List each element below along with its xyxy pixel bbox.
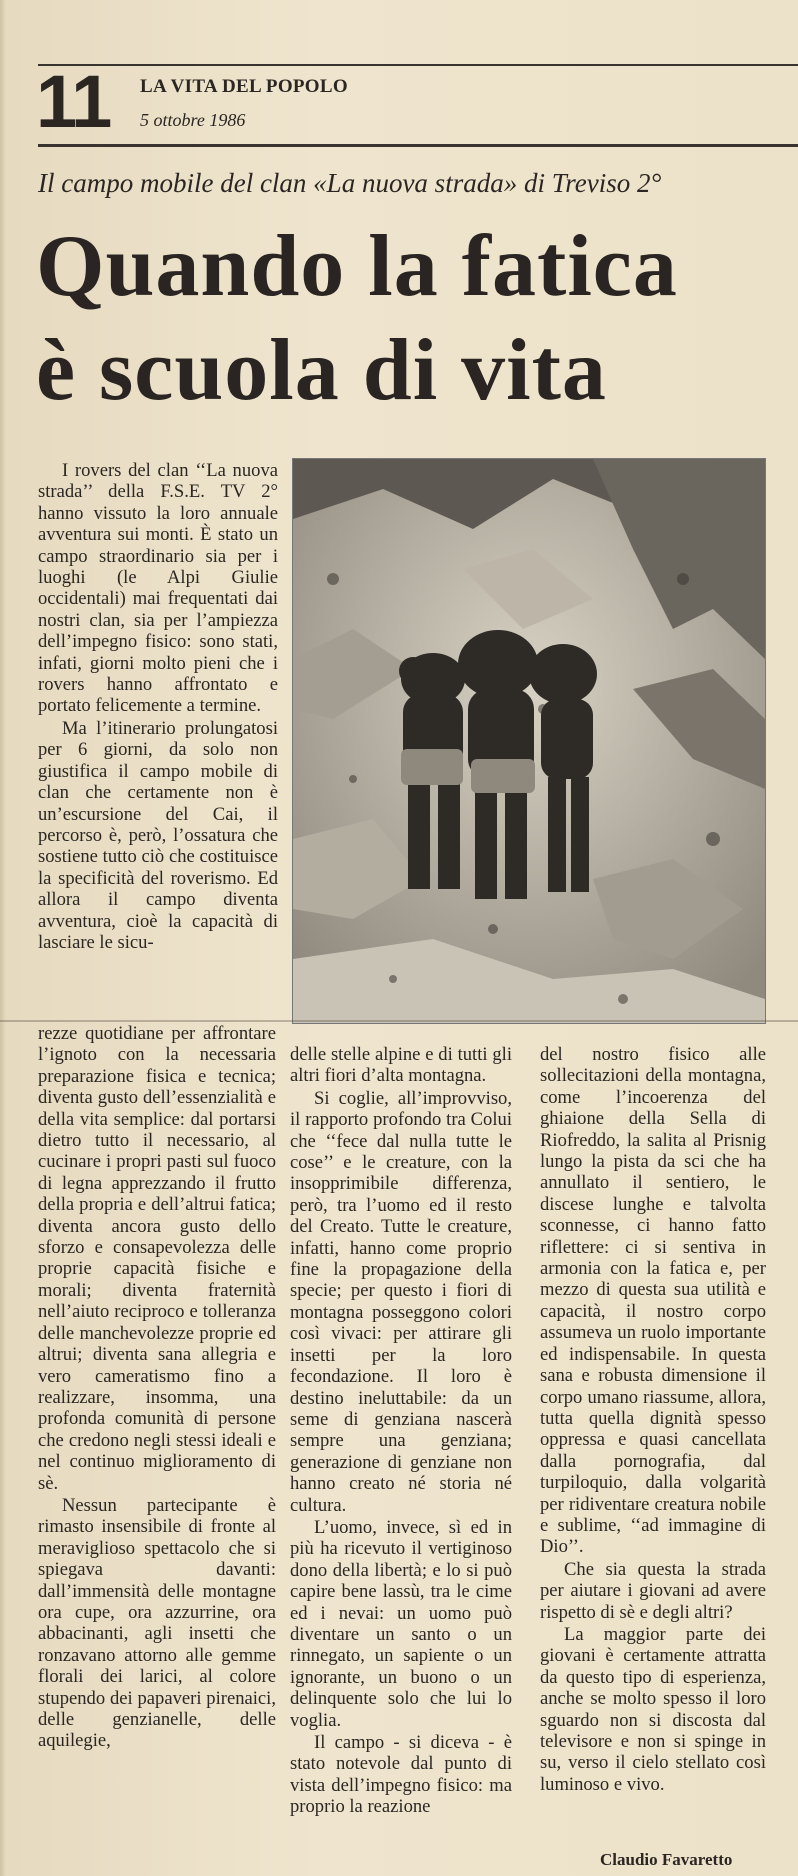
column-1-bottom [38,1023,276,1752]
page-fold-line [0,1020,798,1022]
paragraph: Che sia questa la strada per aiutare i giovani ad avere rispetto di sè e degli altri? [540,1558,766,1623]
paragraph: del nostro fisico alle sollecitazioni della montagna, come l’incoerenza del ghiaione della Sella di Riofreddo, la salita al Prisnig lungo la pista da sci che ha annullato il sentiero, le discese lunghe e talvolta sconnesse, ci hanno fatto riflettere: ci si sentiva in armonia con la fatica e, per mezzo di questa sua utilità e capacità, il nostro corpo assumeva un ruolo importante ed indispensabile. In questa sana e robusta dimensione il corpo umano riassume, allora, tutta quella dignità spesso oppressa e quasi cancellata dalla pornografia, dal turpiloquio, dalla volgarità per ridiventare creatura nobile e sublime, ‘‘ad immagine di Dio’’. [540,1044,766,1558]
article-headline [36,215,798,423]
paragraph: Si coglie, all’improvviso, il rapporto profondo tra Colui che ‘‘fece dal nulla tutte le cose’’ e le creature, con la insopprimibile differenza, però, tra l’uomo ed il resto del Creato. Tutte le creature, infatti, hanno come proprio fine la propagazione della specie; per questo i fiori di montagna posseggono colori così vivaci: per attirare gli insetti per la loro fecondazione. Il loro è destino ineluttabile: da un seme di genziana nascerà sempre una genziana; generazione di genziane non hanno creato né storia né cultura. [290,1087,512,1516]
paragraph: rezze quotidiane per affrontare l’ignoto con la necessaria preparazione fisica e tecnica; diventa gusto dell’essenzialità e della vita semplice: dal portarsi dietro tutto il necessario, al cucinare i propri pasti sul fuoco di legna apprezzando il frutto della propria e dell’altrui fatica; diventa ancora gusto dello sforzo e consapevolezza delle proprie capacità fisiche e morali; diventa fraternità nell’aiuto reciproco e tolleranza delle manchevolezze proprie ed altrui; diventa sana allegria e vero cameratismo fino a realizzare, insomma, una profonda comunità di persone che credono negli stessi ideali e nel continuo miglioramento di sè. [38,1023,276,1494]
column-3 [540,1044,766,1795]
headline-line-2: è scuola di vita [36,322,607,419]
paragraph: I rovers del clan ‘‘La nuova strada’’ della F.S.E. TV 2° hanno vissuto la loro annuale avventura sui monti. È stato un campo straordinario sia per i luoghi (le Alpi Giulie occidentali) mai frequentati dai nostri clan, sia per l’ampiezza dell’impegno fisico: sono stati, infati, giorni molto pieni che i rovers hanno affrontato e portato felicemente a termine. [38,460,278,717]
paragraph: La maggior parte dei giovani è certamente attratta da questo tipo di esperienza, anche se molto spesso il loro sguardo non si discosta dal televisore e non si spinge in su, verso il cielo stellato così luminoso e vivo. [540,1623,766,1795]
page-edge [0,0,6,1876]
paragraph: L’uomo, invece, sì ed in più ha ricevuto il vertiginoso dono della libertà; e lo si può capire bene lassù, tra le cime ed i nevai: un uomo può diventare un santo o un rinnegato, un sapiente o un ignorante, un buono o un delinquente solo che lui lo voglia. [290,1516,512,1731]
hikers-photo-icon [292,458,766,1024]
headline-line-1: Quando la fatica [36,218,678,315]
masthead-bottom-rule [38,144,798,147]
paragraph: delle stelle alpine e di tutti gli altri fiori d’alta montagna. [290,1044,512,1087]
page-number: 11 [36,60,111,143]
column-1-top [38,460,278,953]
column-2 [290,1044,512,1818]
paragraph: Ma l’itinerario prolungatosi per 6 giorni, da solo non giustifica il campo mobile di clan che certamente non è un’escursione del Cai, il percorso è, però, l’ossatura che sostiene tutto ciò che costituisce la specificità del roverismo. Ed allora il campo diventa avventura, cioè la capacità di lasciare le sicu- [38,717,278,953]
author-byline: Claudio Favaretto [600,1850,733,1869]
article-kicker: Il campo mobile del clan «La nuova strada» di Treviso 2° [38,168,662,198]
issue-date: 5 ottobre 1986 [140,110,246,130]
paragraph: Il campo - si diceva - è stato notevole dal punto di vista dell’impegno fisico: ma proprio la reazione [290,1732,512,1818]
newspaper-name: LA VITA DEL POPOLO [140,76,348,97]
masthead-top-rule [38,64,798,66]
paragraph: Nessun partecipante è rimasto insensibile di fronte al meraviglioso spettacolo che si spiegava davanti: dall’immensità delle montagne ora cupe, ora azzurrine, ora abbacinanti, agli insetti che ronzavano attorno alle gemme florali dei larici, al colore stupendo dei papaveri pirenaici, delle genzianelle, delle aquilegie, [38,1494,276,1752]
